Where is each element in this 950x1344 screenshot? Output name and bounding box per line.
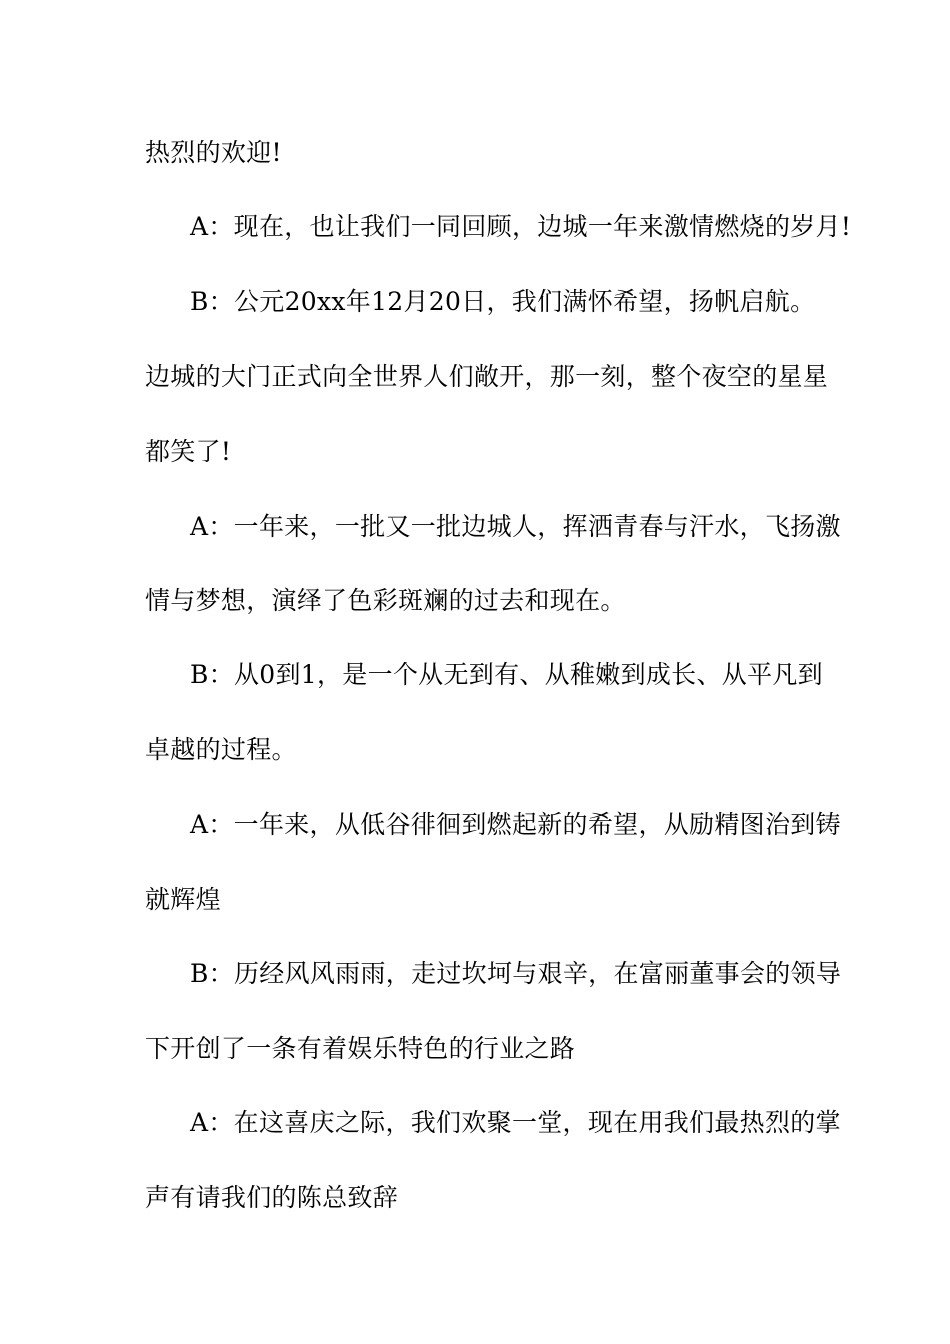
- text-line: 边城的大门正式向全世界人们敞开，那一刻，整个夜空的星星: [145, 362, 829, 391]
- text-line: B：从0到1，是一个从无到有、从稚嫩到成长、从平凡到: [190, 660, 823, 689]
- text-line: 都笑了!: [145, 437, 232, 466]
- text-line: 就辉煌: [145, 885, 221, 914]
- text-line: B：历经风风雨雨，走过坎坷与艰辛，在富丽董事会的领导: [190, 959, 842, 988]
- text-line: A：现在，也让我们一同回顾，边城一年来激情燃烧的岁月!: [190, 212, 852, 241]
- text-line: B：公元20xx年12月20日，我们满怀希望，扬帆启航。: [190, 287, 816, 316]
- text-line: A：一年来，一批又一批边城人，挥洒青春与汗水，飞扬激: [190, 512, 841, 541]
- text-line: 卓越的过程。: [145, 735, 297, 764]
- text-line: 声有请我们的陈总致辞: [145, 1183, 399, 1212]
- text-line: A：在这喜庆之际，我们欢聚一堂，现在用我们最热烈的掌: [190, 1108, 841, 1137]
- text-line: 热烈的欢迎!: [145, 138, 282, 167]
- text-line: 情与梦想，演绎了色彩斑斓的过去和现在。: [145, 586, 626, 615]
- text-line: A：一年来，从低谷徘徊到燃起新的希望，从励精图治到铸: [190, 810, 841, 839]
- text-line: 下开创了一条有着娱乐特色的行业之路: [145, 1034, 576, 1063]
